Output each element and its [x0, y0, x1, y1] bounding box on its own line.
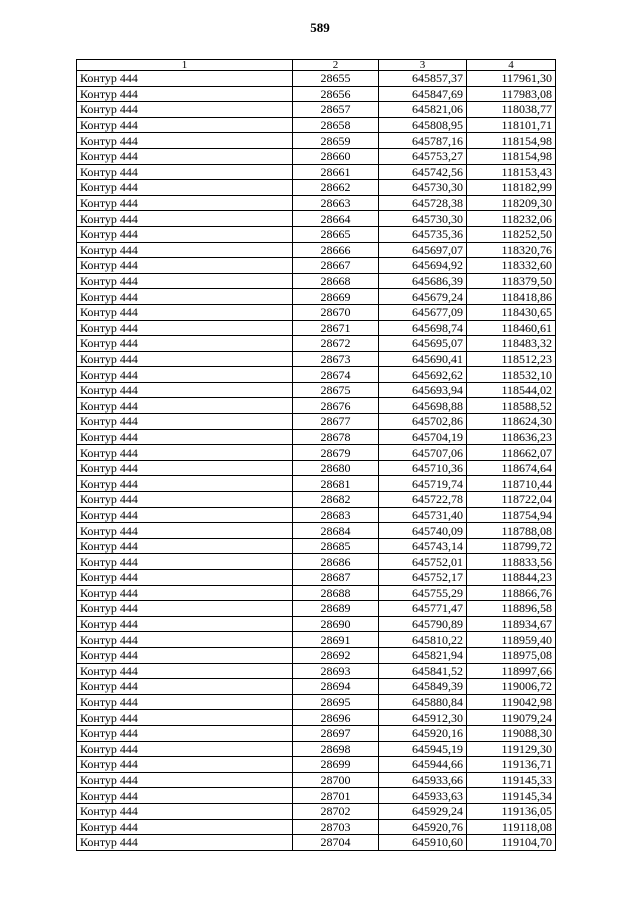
column-header-1: 1 — [77, 60, 293, 71]
contour-name-cell: Контур 444 — [77, 289, 293, 305]
y-coordinate-cell: 118483,32 — [467, 336, 556, 352]
table-row — [77, 803, 556, 819]
contour-name-cell: Контур 444 — [77, 164, 293, 180]
table-row — [77, 725, 556, 741]
contour-name-cell: Контур 444 — [77, 819, 293, 835]
contour-name-cell: Контур 444 — [77, 445, 293, 461]
y-coordinate-cell: 118209,30 — [467, 195, 556, 211]
table-row — [77, 772, 556, 788]
y-coordinate-cell: 118379,50 — [467, 273, 556, 289]
point-number-cell: 28666 — [293, 242, 379, 258]
table-row — [77, 694, 556, 710]
point-number-cell: 28665 — [293, 226, 379, 242]
column-header-3: 3 — [379, 60, 467, 71]
header-row — [77, 60, 556, 71]
contour-name-cell: Контур 444 — [77, 694, 293, 710]
y-coordinate-cell: 118101,71 — [467, 117, 556, 133]
contour-name-cell: Контур 444 — [77, 772, 293, 788]
x-coordinate-cell: 645694,92 — [379, 258, 467, 274]
table-row — [77, 180, 556, 196]
table-row — [77, 351, 556, 367]
x-coordinate-cell: 645710,36 — [379, 460, 467, 476]
y-coordinate-cell: 118844,23 — [467, 570, 556, 586]
contour-name-cell: Контур 444 — [77, 336, 293, 352]
table-row — [77, 554, 556, 570]
y-coordinate-cell: 119145,33 — [467, 772, 556, 788]
contour-name-cell: Контур 444 — [77, 398, 293, 414]
y-coordinate-cell: 118232,06 — [467, 211, 556, 227]
x-coordinate-cell: 645790,89 — [379, 616, 467, 632]
point-number-cell: 28658 — [293, 117, 379, 133]
y-coordinate-cell: 118532,10 — [467, 367, 556, 383]
contour-name-cell: Контур 444 — [77, 523, 293, 539]
table-row — [77, 835, 556, 851]
x-coordinate-cell: 645933,63 — [379, 788, 467, 804]
x-coordinate-cell: 645728,38 — [379, 195, 467, 211]
y-coordinate-cell: 118460,61 — [467, 320, 556, 336]
y-coordinate-cell: 119079,24 — [467, 710, 556, 726]
coordinates-table — [76, 59, 556, 851]
table-row — [77, 382, 556, 398]
y-coordinate-cell: 118997,66 — [467, 663, 556, 679]
y-coordinate-cell: 118332,60 — [467, 258, 556, 274]
point-number-cell: 28696 — [293, 710, 379, 726]
table-row — [77, 242, 556, 258]
x-coordinate-cell: 645730,30 — [379, 180, 467, 196]
point-number-cell: 28683 — [293, 507, 379, 523]
point-number-cell: 28667 — [293, 258, 379, 274]
point-number-cell: 28662 — [293, 180, 379, 196]
contour-name-cell: Контур 444 — [77, 570, 293, 586]
contour-name-cell: Контур 444 — [77, 71, 293, 87]
point-number-cell: 28700 — [293, 772, 379, 788]
table-row — [77, 289, 556, 305]
point-number-cell: 28695 — [293, 694, 379, 710]
point-number-cell: 28697 — [293, 725, 379, 741]
contour-name-cell: Контур 444 — [77, 601, 293, 617]
point-number-cell: 28675 — [293, 382, 379, 398]
y-coordinate-cell: 118710,44 — [467, 476, 556, 492]
x-coordinate-cell: 645929,24 — [379, 803, 467, 819]
y-coordinate-cell: 118588,52 — [467, 398, 556, 414]
table-row — [77, 148, 556, 164]
y-coordinate-cell: 118866,76 — [467, 585, 556, 601]
y-coordinate-cell: 119006,72 — [467, 679, 556, 695]
y-coordinate-cell: 119129,30 — [467, 741, 556, 757]
contour-name-cell: Контур 444 — [77, 632, 293, 648]
table-row — [77, 570, 556, 586]
y-coordinate-cell: 118722,04 — [467, 492, 556, 508]
y-coordinate-cell: 118662,07 — [467, 445, 556, 461]
point-number-cell: 28671 — [293, 320, 379, 336]
table-row — [77, 226, 556, 242]
table-row — [77, 538, 556, 554]
point-number-cell: 28680 — [293, 460, 379, 476]
x-coordinate-cell: 645771,47 — [379, 601, 467, 617]
point-number-cell: 28692 — [293, 647, 379, 663]
y-coordinate-cell: 119118,08 — [467, 819, 556, 835]
table-row — [77, 71, 556, 87]
table-row — [77, 445, 556, 461]
x-coordinate-cell: 645742,56 — [379, 164, 467, 180]
contour-name-cell: Контур 444 — [77, 382, 293, 398]
contour-name-cell: Контур 444 — [77, 367, 293, 383]
table-row — [77, 585, 556, 601]
contour-name-cell: Контур 444 — [77, 133, 293, 149]
contour-name-cell: Контур 444 — [77, 320, 293, 336]
contour-name-cell: Контур 444 — [77, 538, 293, 554]
x-coordinate-cell: 645704,19 — [379, 429, 467, 445]
point-number-cell: 28673 — [293, 351, 379, 367]
y-coordinate-cell: 118799,72 — [467, 538, 556, 554]
point-number-cell: 28679 — [293, 445, 379, 461]
contour-name-cell: Контур 444 — [77, 195, 293, 211]
point-number-cell: 28699 — [293, 757, 379, 773]
contour-name-cell: Контур 444 — [77, 351, 293, 367]
table-row — [77, 367, 556, 383]
contour-name-cell: Контур 444 — [77, 788, 293, 804]
contour-name-cell: Контур 444 — [77, 803, 293, 819]
x-coordinate-cell: 645686,39 — [379, 273, 467, 289]
x-coordinate-cell: 645753,27 — [379, 148, 467, 164]
x-coordinate-cell: 645677,09 — [379, 304, 467, 320]
y-coordinate-cell: 118833,56 — [467, 554, 556, 570]
y-coordinate-cell: 118674,64 — [467, 460, 556, 476]
point-number-cell: 28670 — [293, 304, 379, 320]
x-coordinate-cell: 645920,16 — [379, 725, 467, 741]
table-row — [77, 507, 556, 523]
y-coordinate-cell: 118252,50 — [467, 226, 556, 242]
point-number-cell: 28656 — [293, 86, 379, 102]
x-coordinate-cell: 645731,40 — [379, 507, 467, 523]
contour-name-cell: Контур 444 — [77, 414, 293, 430]
point-number-cell: 28660 — [293, 148, 379, 164]
table-row — [77, 133, 556, 149]
point-number-cell: 28669 — [293, 289, 379, 305]
table-row — [77, 86, 556, 102]
table-row — [77, 195, 556, 211]
point-number-cell: 28677 — [293, 414, 379, 430]
point-number-cell: 28663 — [293, 195, 379, 211]
x-coordinate-cell: 645722,78 — [379, 492, 467, 508]
point-number-cell: 28701 — [293, 788, 379, 804]
point-number-cell: 28672 — [293, 336, 379, 352]
y-coordinate-cell: 118512,23 — [467, 351, 556, 367]
y-coordinate-cell: 118153,43 — [467, 164, 556, 180]
x-coordinate-cell: 645821,06 — [379, 102, 467, 118]
x-coordinate-cell: 645880,84 — [379, 694, 467, 710]
x-coordinate-cell: 645692,62 — [379, 367, 467, 383]
y-coordinate-cell: 117961,30 — [467, 71, 556, 87]
y-coordinate-cell: 118038,77 — [467, 102, 556, 118]
y-coordinate-cell: 119088,30 — [467, 725, 556, 741]
y-coordinate-cell: 118430,65 — [467, 304, 556, 320]
x-coordinate-cell: 645787,16 — [379, 133, 467, 149]
y-coordinate-cell: 119104,70 — [467, 835, 556, 851]
table-row — [77, 336, 556, 352]
y-coordinate-cell: 118754,94 — [467, 507, 556, 523]
x-coordinate-cell: 645740,09 — [379, 523, 467, 539]
x-coordinate-cell: 645719,74 — [379, 476, 467, 492]
y-coordinate-cell: 119136,71 — [467, 757, 556, 773]
y-coordinate-cell: 118154,98 — [467, 148, 556, 164]
table-row — [77, 211, 556, 227]
y-coordinate-cell: 118320,76 — [467, 242, 556, 258]
x-coordinate-cell: 645857,37 — [379, 71, 467, 87]
contour-name-cell: Контур 444 — [77, 273, 293, 289]
y-coordinate-cell: 118636,23 — [467, 429, 556, 445]
table-row — [77, 788, 556, 804]
table-row — [77, 320, 556, 336]
point-number-cell: 28694 — [293, 679, 379, 695]
x-coordinate-cell: 645698,88 — [379, 398, 467, 414]
table-row — [77, 429, 556, 445]
point-number-cell: 28676 — [293, 398, 379, 414]
table-row — [77, 632, 556, 648]
point-number-cell: 28678 — [293, 429, 379, 445]
table-row — [77, 414, 556, 430]
x-coordinate-cell: 645755,29 — [379, 585, 467, 601]
contour-name-cell: Контур 444 — [77, 757, 293, 773]
point-number-cell: 28659 — [293, 133, 379, 149]
point-number-cell: 28661 — [293, 164, 379, 180]
x-coordinate-cell: 645743,14 — [379, 538, 467, 554]
contour-name-cell: Контур 444 — [77, 148, 293, 164]
y-coordinate-cell: 118896,58 — [467, 601, 556, 617]
y-coordinate-cell: 118182,99 — [467, 180, 556, 196]
table-row — [77, 398, 556, 414]
point-number-cell: 28681 — [293, 476, 379, 492]
point-number-cell: 28689 — [293, 601, 379, 617]
point-number-cell: 28655 — [293, 71, 379, 87]
point-number-cell: 28657 — [293, 102, 379, 118]
x-coordinate-cell: 645695,07 — [379, 336, 467, 352]
x-coordinate-cell: 645752,17 — [379, 570, 467, 586]
point-number-cell: 28703 — [293, 819, 379, 835]
x-coordinate-cell: 645945,19 — [379, 741, 467, 757]
x-coordinate-cell: 645849,39 — [379, 679, 467, 695]
table-row — [77, 679, 556, 695]
contour-name-cell: Контур 444 — [77, 258, 293, 274]
contour-name-cell: Контур 444 — [77, 741, 293, 757]
table-row — [77, 663, 556, 679]
contour-name-cell: Контур 444 — [77, 304, 293, 320]
point-number-cell: 28685 — [293, 538, 379, 554]
x-coordinate-cell: 645679,24 — [379, 289, 467, 305]
table-row — [77, 647, 556, 663]
x-coordinate-cell: 645808,95 — [379, 117, 467, 133]
x-coordinate-cell: 645910,60 — [379, 835, 467, 851]
point-number-cell: 28682 — [293, 492, 379, 508]
table-row — [77, 102, 556, 118]
y-coordinate-cell: 118788,08 — [467, 523, 556, 539]
contour-name-cell: Контур 444 — [77, 429, 293, 445]
table-row — [77, 164, 556, 180]
table-row — [77, 492, 556, 508]
contour-name-cell: Контур 444 — [77, 554, 293, 570]
page-number: 589 — [310, 20, 330, 35]
y-coordinate-cell: 118975,08 — [467, 647, 556, 663]
table-row — [77, 819, 556, 835]
contour-name-cell: Контур 444 — [77, 647, 293, 663]
x-coordinate-cell: 645920,76 — [379, 819, 467, 835]
point-number-cell: 28698 — [293, 741, 379, 757]
contour-name-cell: Контур 444 — [77, 585, 293, 601]
y-coordinate-cell: 119136,05 — [467, 803, 556, 819]
y-coordinate-cell: 118934,67 — [467, 616, 556, 632]
point-number-cell: 28693 — [293, 663, 379, 679]
table-row — [77, 460, 556, 476]
x-coordinate-cell: 645752,01 — [379, 554, 467, 570]
contour-name-cell: Контур 444 — [77, 117, 293, 133]
y-coordinate-cell: 118544,02 — [467, 382, 556, 398]
x-coordinate-cell: 645810,22 — [379, 632, 467, 648]
contour-name-cell: Контур 444 — [77, 211, 293, 227]
table-row — [77, 757, 556, 773]
x-coordinate-cell: 645847,69 — [379, 86, 467, 102]
x-coordinate-cell: 645912,30 — [379, 710, 467, 726]
point-number-cell: 28691 — [293, 632, 379, 648]
x-coordinate-cell: 645693,94 — [379, 382, 467, 398]
table-row — [77, 741, 556, 757]
point-number-cell: 28688 — [293, 585, 379, 601]
contour-name-cell: Контур 444 — [77, 710, 293, 726]
y-coordinate-cell: 119042,98 — [467, 694, 556, 710]
y-coordinate-cell: 119145,34 — [467, 788, 556, 804]
column-header-2: 2 — [293, 60, 379, 71]
point-number-cell: 28686 — [293, 554, 379, 570]
table-row — [77, 601, 556, 617]
x-coordinate-cell: 645698,74 — [379, 320, 467, 336]
x-coordinate-cell: 645707,06 — [379, 445, 467, 461]
table-body — [77, 71, 556, 851]
x-coordinate-cell: 645702,86 — [379, 414, 467, 430]
table-row — [77, 273, 556, 289]
contour-name-cell: Контур 444 — [77, 242, 293, 258]
table-row — [77, 258, 556, 274]
x-coordinate-cell: 645821,94 — [379, 647, 467, 663]
x-coordinate-cell: 645841,52 — [379, 663, 467, 679]
y-coordinate-cell: 118418,86 — [467, 289, 556, 305]
y-coordinate-cell: 117983,08 — [467, 86, 556, 102]
contour-name-cell: Контур 444 — [77, 679, 293, 695]
table-row — [77, 117, 556, 133]
contour-name-cell: Контур 444 — [77, 476, 293, 492]
point-number-cell: 28664 — [293, 211, 379, 227]
point-number-cell: 28704 — [293, 835, 379, 851]
x-coordinate-cell: 645735,36 — [379, 226, 467, 242]
point-number-cell: 28690 — [293, 616, 379, 632]
point-number-cell: 28687 — [293, 570, 379, 586]
point-number-cell: 28684 — [293, 523, 379, 539]
contour-name-cell: Контур 444 — [77, 492, 293, 508]
contour-name-cell: Контур 444 — [77, 102, 293, 118]
table-row — [77, 710, 556, 726]
contour-name-cell: Контур 444 — [77, 616, 293, 632]
contour-name-cell: Контур 444 — [77, 226, 293, 242]
contour-name-cell: Контур 444 — [77, 180, 293, 196]
contour-name-cell: Контур 444 — [77, 460, 293, 476]
column-header-4: 4 — [467, 60, 556, 71]
y-coordinate-cell: 118154,98 — [467, 133, 556, 149]
contour-name-cell: Контур 444 — [77, 507, 293, 523]
contour-name-cell: Контур 444 — [77, 86, 293, 102]
x-coordinate-cell: 645944,66 — [379, 757, 467, 773]
contour-name-cell: Контур 444 — [77, 835, 293, 851]
table-row — [77, 476, 556, 492]
x-coordinate-cell: 645933,66 — [379, 772, 467, 788]
x-coordinate-cell: 645697,07 — [379, 242, 467, 258]
x-coordinate-cell: 645690,41 — [379, 351, 467, 367]
contour-name-cell: Контур 444 — [77, 725, 293, 741]
table-row — [77, 523, 556, 539]
table-row — [77, 616, 556, 632]
y-coordinate-cell: 118624,30 — [467, 414, 556, 430]
point-number-cell: 28702 — [293, 803, 379, 819]
point-number-cell: 28674 — [293, 367, 379, 383]
table-row — [77, 304, 556, 320]
point-number-cell: 28668 — [293, 273, 379, 289]
contour-name-cell: Контур 444 — [77, 663, 293, 679]
x-coordinate-cell: 645730,30 — [379, 211, 467, 227]
y-coordinate-cell: 118959,40 — [467, 632, 556, 648]
